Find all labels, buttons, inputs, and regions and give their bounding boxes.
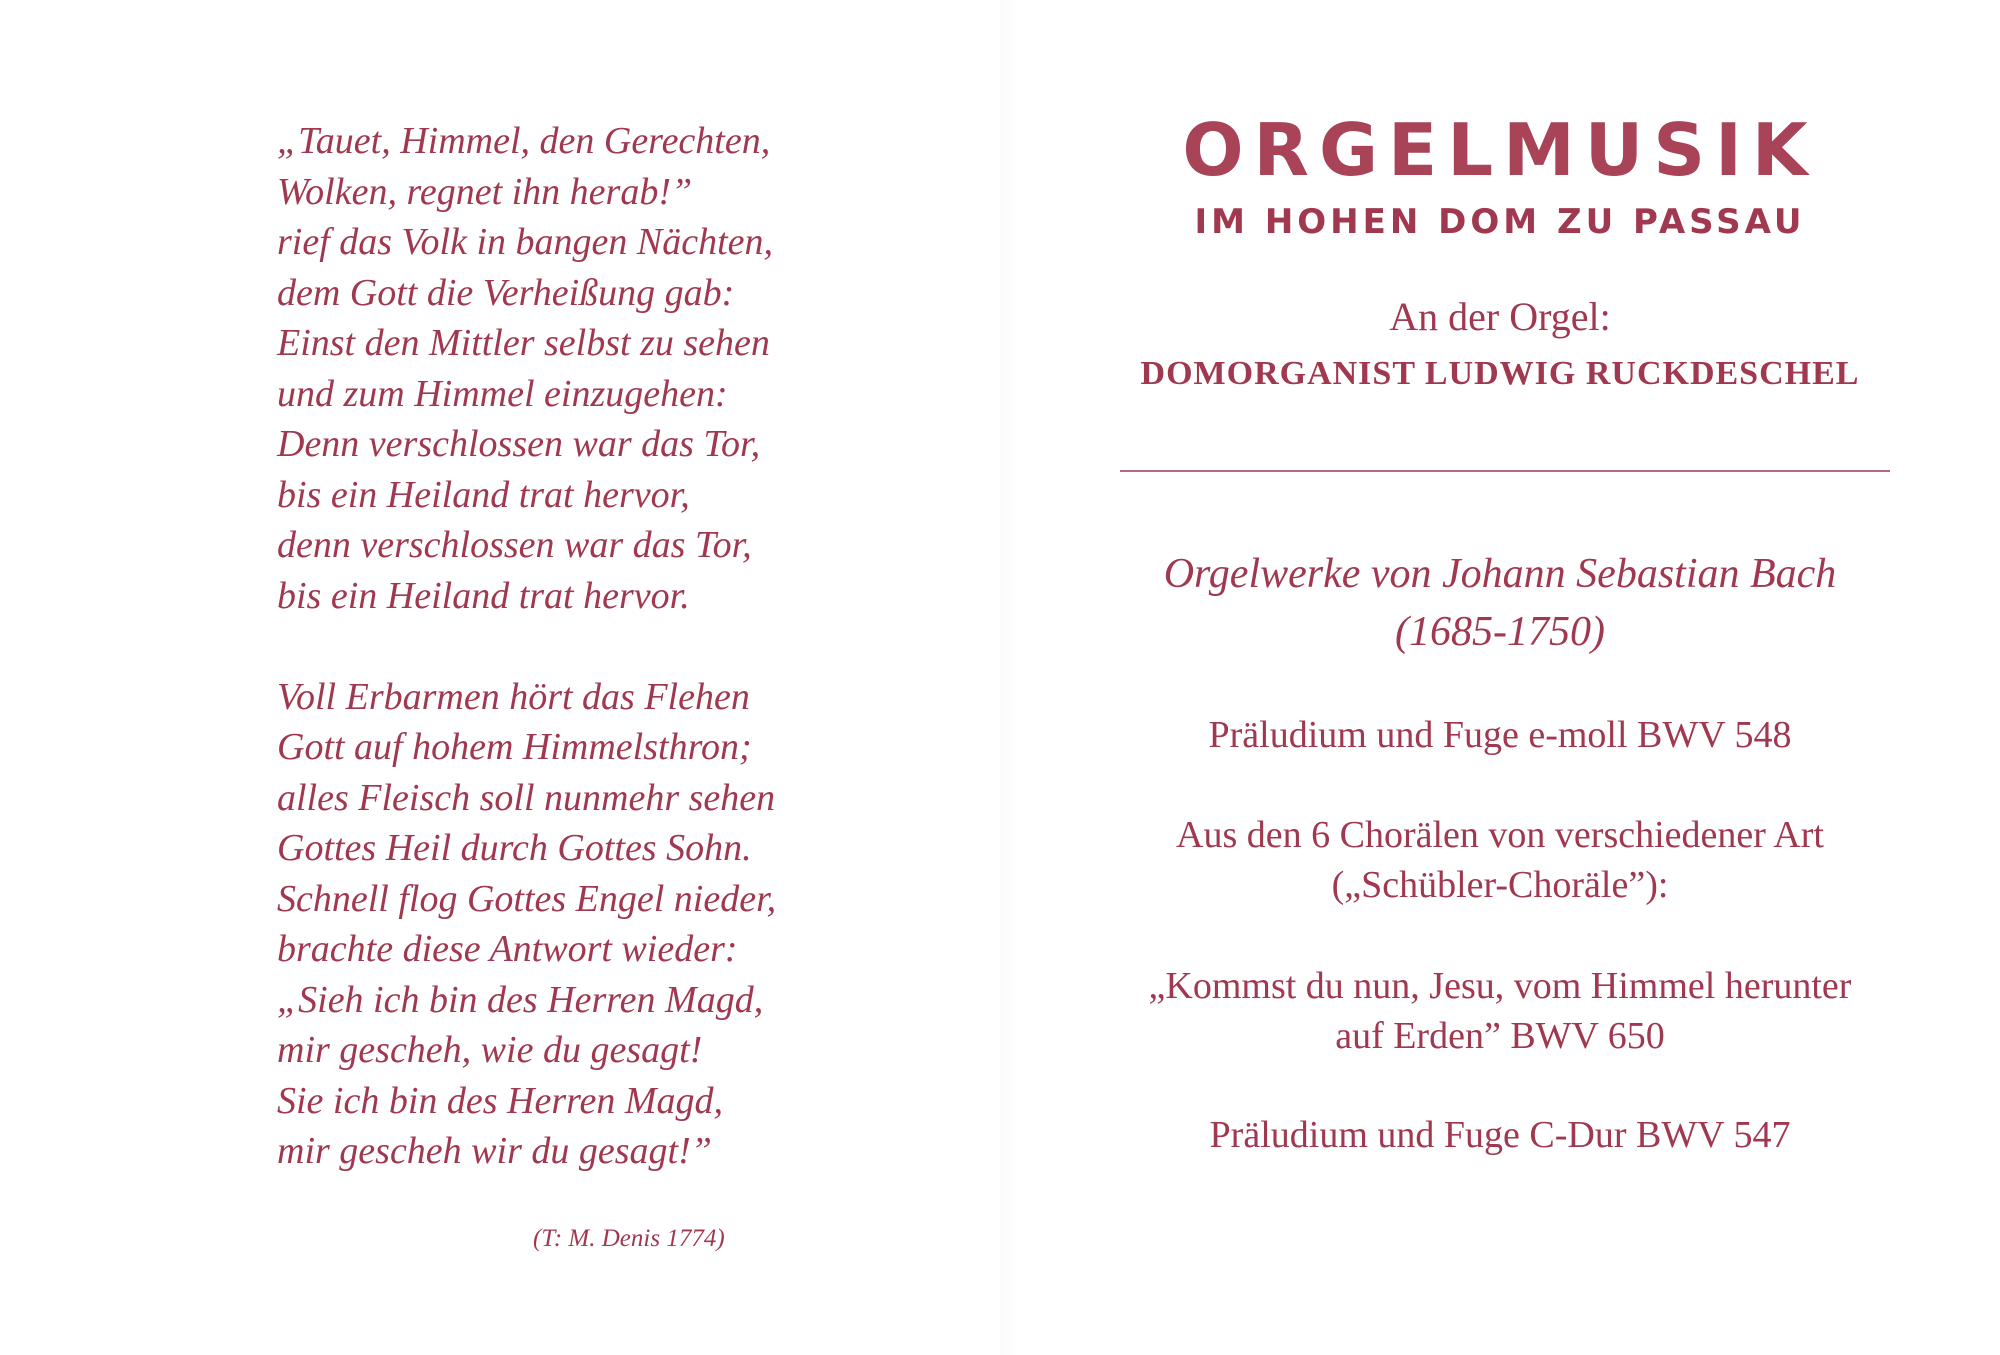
poem-line: „Sieh ich bin des Herren Magd, (277, 978, 764, 1021)
poem (277, 116, 776, 1177)
program-item (1000, 1110, 2000, 1160)
divider (1120, 470, 1890, 472)
poem-line: denn verschlossen war das Tor, (277, 524, 752, 566)
program-item-line: („Schübler-Choräle”): (1331, 864, 1669, 906)
program-item (1000, 810, 2000, 910)
poem-line: dem Gott die Verheißung gab: (277, 271, 735, 314)
poem-line: mir gescheh wir du gesagt!” (277, 1130, 712, 1172)
poem-line: brachte diese Antwort wieder: (277, 928, 738, 970)
poem-line: bis ein Heiland trat hervor. (277, 574, 690, 617)
poem-line: Einst den Mittler selbst zu sehen (277, 322, 770, 364)
poem-line: Sie ich bin des Herren Magd, (277, 1079, 724, 1122)
program-item-line: Präludium und Fuge C-Dur BWV 547 (1209, 1114, 1791, 1156)
poem-line: „Tauet, Himmel, den Gerechten, (277, 120, 771, 162)
poem-line: bis ein Heiland trat hervor, (277, 473, 690, 516)
works-heading-dates: (1685-1750) (1395, 609, 1605, 655)
poem-line: Voll Erbarmen hört das Flehen (277, 675, 750, 718)
poem-line: Denn verschlossen war das Tor, (277, 423, 761, 465)
organist-name: DOMORGANIST LUDWIG RUCKDESCHEL (1140, 355, 1860, 392)
poem-line: mir gescheh, wie du gesagt! (277, 1029, 703, 1071)
poem-stanza-1 (277, 116, 776, 621)
poem-line: Gottes Heil durch Gottes Sohn. (277, 827, 752, 869)
works-heading-line: Orgelwerke von Johann Sebastian Bach (1163, 551, 1837, 597)
poem-stanza-2 (277, 672, 776, 1177)
program-item-line: auf Erden” BWV 650 (1335, 1015, 1665, 1057)
poem-line: rief das Volk in bangen Nächten, (277, 221, 774, 263)
right-page (1000, 0, 2000, 1355)
program-item (1000, 710, 2000, 760)
poem-line: und zum Himmel einzugehen: (277, 372, 728, 415)
poem-attribution: (T: M. Denis 1774) (533, 1225, 725, 1252)
page-title: ORGELMUSIK (1182, 108, 1818, 192)
program-item-line: „Kommst du nun, Jesu, vom Himmel herunter (1148, 965, 1852, 1007)
program-item (1000, 961, 2000, 1061)
program-item-line: Präludium und Fuge e-moll BWV 548 (1208, 714, 1792, 756)
program-item-line: Aus den 6 Chorälen von verschiedener Art (1176, 814, 1824, 856)
poem-line: Gott auf hohem Himmelsthron; (277, 726, 752, 768)
poem-line: Wolken, regnet ihn herab!” (277, 170, 693, 213)
organ-label: An der Orgel: (1389, 294, 1611, 339)
works-heading (1000, 545, 2000, 661)
poem-line: Schnell flog Gottes Engel nieder, (277, 877, 777, 920)
poem-line: alles Fleisch soll nunmehr sehen (277, 776, 776, 819)
page-subtitle: IM HOHEN DOM ZU PASSAU (1194, 202, 1806, 242)
